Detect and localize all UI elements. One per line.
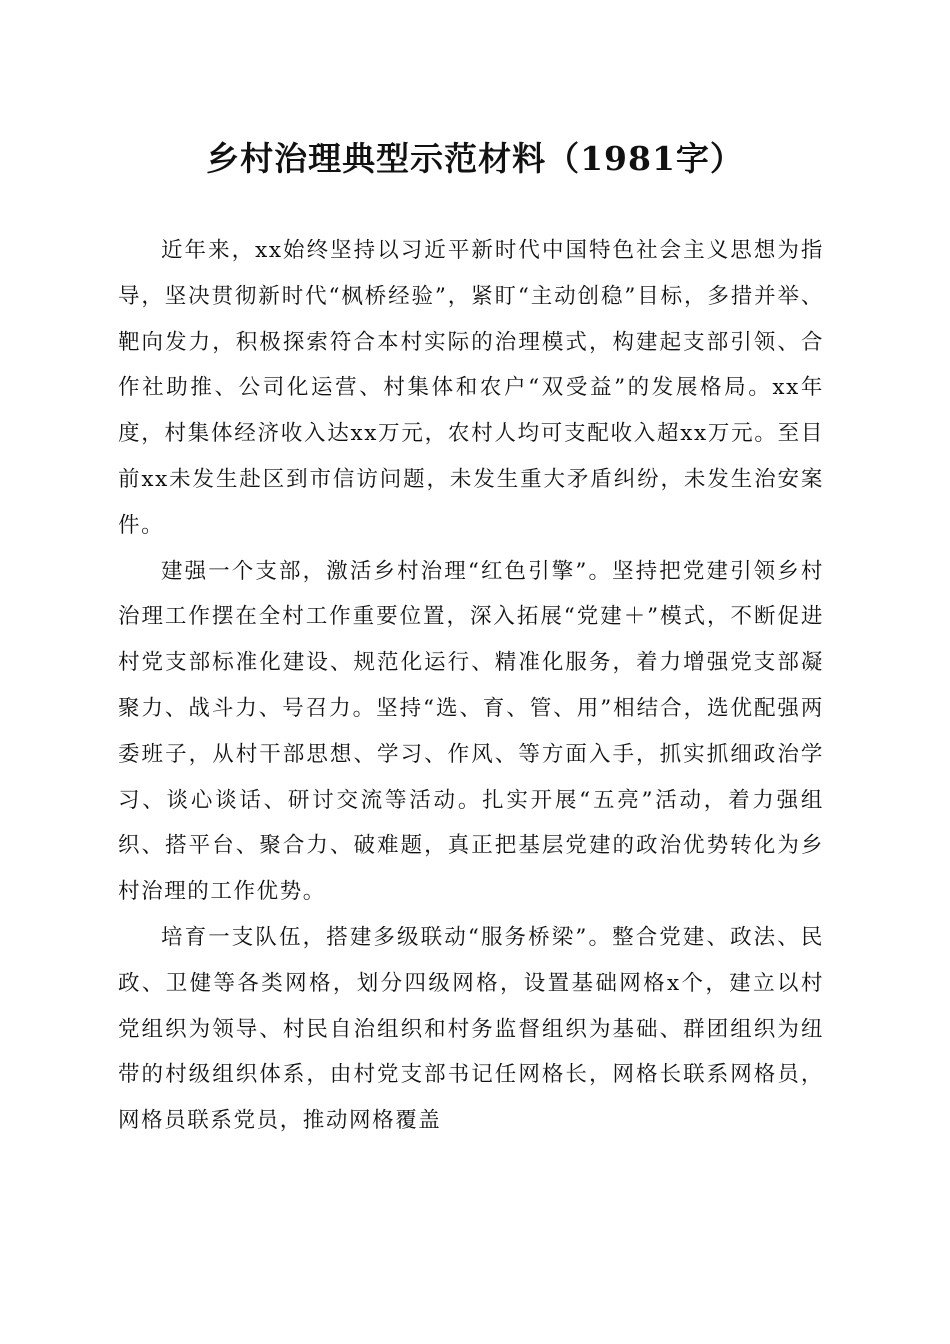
document-title: 乡村治理典型示范材料（1981字）: [206, 139, 744, 178]
paragraph-service-team: 培育一支队伍，搭建多级联动“服务桥梁”。整合党建、政法、民政、卫健等各类网格，划分四级网格，设置基础网格x个，建立以村党组织为领导、村民自治组织和村务监督组织为基础、群团组织为纽带的村级组织体系，由村党支部书记任网格长，网格长联系网格员，网格员联系党员，推动网格覆盖: [118, 924, 824, 1134]
paragraph-intro: 近年来，xx始终坚持以习近平新时代中国特色社会主义思想为指导，坚决贯彻新时代“枫桥经验”，紧盯“主动创稳”目标，多措并举、靶向发力，积极探索符合本村实际的治理模式，构建起支部引领、合作社助推、公司化运营、村集体和农户“双受益”的发展格局。xx年度，村集体经济收入达xx万元，农村人均可支配收入超xx万元。至目前xx未发生赴区到市信访问题，未发生重大矛盾纠纷，未发生治安案件。: [118, 238, 824, 538]
document-body: [118, 228, 824, 1144]
paragraph-party-branch: 建强一个支部，激活乡村治理“红色引擎”。坚持把党建引领乡村治理工作摆在全村工作重要位置，深入拓展“党建＋”模式，不断促进村党支部标准化建设、规范化运行、精准化服务，着力增强党支部凝聚力、战斗力、号召力。坚持“选、育、管、用”相结合，选优配强两委班子，从村干部思想、学习、作风、等方面入手，抓实抓细政治学习、谈心谈话、研讨交流等活动。扎实开展“五亮”活动，着力强组织、搭平台、聚合力、破难题，真正把基层党建的政治优势转化为乡村治理的工作优势。: [118, 558, 824, 905]
